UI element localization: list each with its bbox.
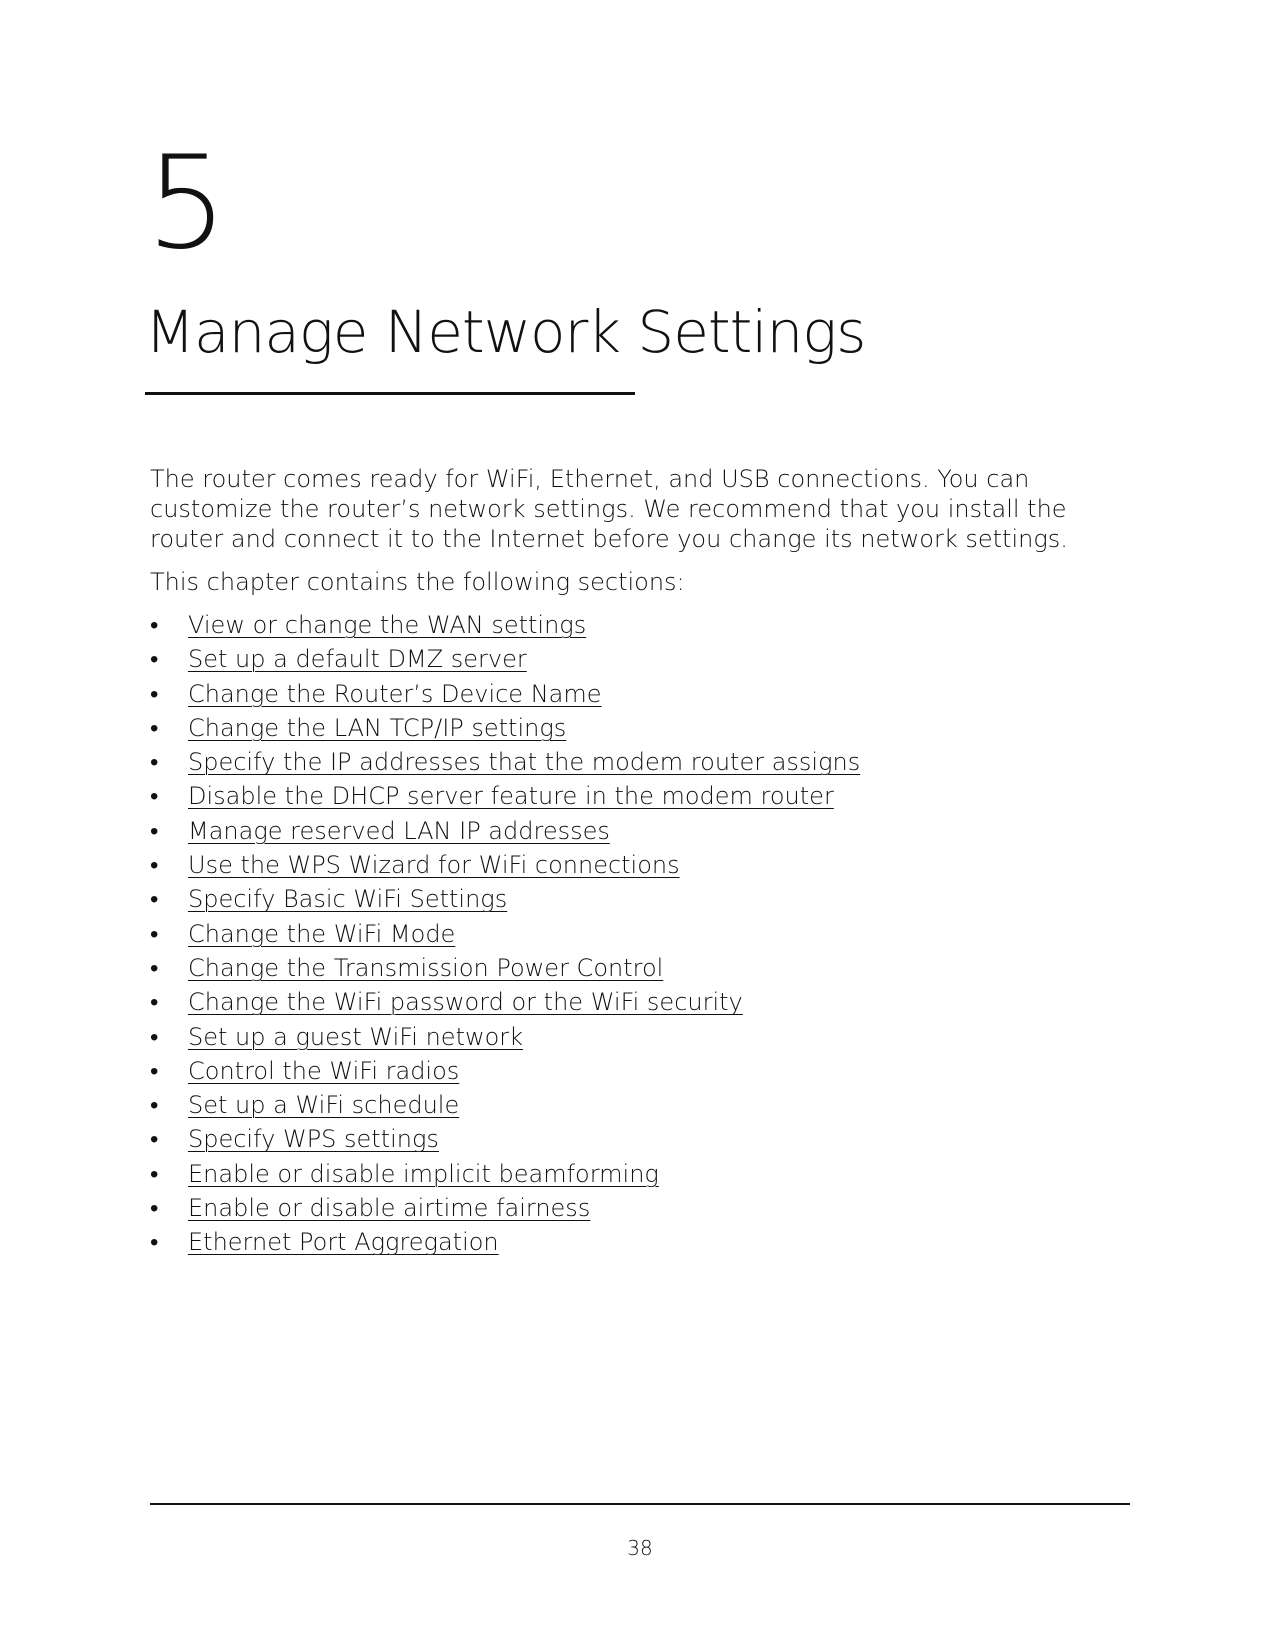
page-number: 38 bbox=[627, 1536, 653, 1560]
bullet-icon: • bbox=[150, 816, 159, 845]
bullet-icon: • bbox=[150, 988, 159, 1017]
section-link-disable-dhcp[interactable]: Disable the DHCP server feature in the modem router bbox=[188, 782, 834, 811]
section-link-guest-wifi[interactable]: Set up a guest WiFi network bbox=[188, 1022, 524, 1051]
bullet-icon: • bbox=[150, 851, 159, 880]
bullet-icon: • bbox=[150, 782, 159, 811]
section-list-item bbox=[150, 713, 860, 747]
section-list-item bbox=[150, 1124, 860, 1158]
section-list-item bbox=[150, 884, 860, 918]
footer-rule bbox=[150, 1503, 1130, 1505]
section-link-transmission-power[interactable]: Change the Transmission Power Control bbox=[188, 953, 664, 982]
section-link-airtime-fairness[interactable]: Enable or disable airtime fairness bbox=[188, 1194, 591, 1223]
section-link-wifi-password[interactable]: Change the WiFi password or the WiFi security bbox=[188, 988, 743, 1017]
bullet-icon: • bbox=[150, 919, 159, 948]
bullet-icon: • bbox=[150, 1056, 159, 1085]
section-link-port-aggregation[interactable]: Ethernet Port Aggregation bbox=[188, 1228, 499, 1257]
bullet-icon: • bbox=[150, 885, 159, 914]
section-link-lan-tcpip[interactable]: Change the LAN TCP/IP settings bbox=[188, 713, 567, 742]
section-list-item bbox=[150, 816, 860, 850]
section-list-item bbox=[150, 644, 860, 678]
bullet-icon: • bbox=[150, 1125, 159, 1154]
section-link-wan-settings[interactable]: View or change the WAN settings bbox=[188, 611, 587, 639]
bullet-icon: • bbox=[150, 679, 159, 708]
section-link-device-name[interactable]: Change the Router’s Device Name bbox=[188, 679, 602, 708]
section-list-item bbox=[150, 1056, 860, 1090]
bullet-icon: • bbox=[150, 713, 159, 742]
bullet-icon: • bbox=[150, 1228, 159, 1257]
section-link-wps-wizard[interactable]: Use the WPS Wizard for WiFi connections bbox=[188, 851, 680, 880]
section-link-ip-addresses[interactable]: Specify the IP addresses that the modem router assigns bbox=[188, 748, 861, 777]
bullet-icon: • bbox=[150, 1194, 159, 1223]
bullet-icon: • bbox=[150, 611, 159, 639]
intro-paragraph: The router comes ready for WiFi, Ethernet, and USB connections. You can customize the router’s network settings. We recommend that you install the router and connect it to the Internet before you change its network settings. bbox=[150, 465, 1068, 553]
section-link-list bbox=[150, 610, 860, 1262]
bullet-icon: • bbox=[150, 748, 159, 777]
section-list-item bbox=[150, 1193, 860, 1227]
section-list-item bbox=[150, 850, 860, 884]
section-link-wifi-radios[interactable]: Control the WiFi radios bbox=[188, 1056, 460, 1085]
section-list-item bbox=[150, 1090, 860, 1124]
section-list-item bbox=[150, 1159, 860, 1193]
section-list-item bbox=[150, 919, 860, 953]
section-link-reserved-ip[interactable]: Manage reserved LAN IP addresses bbox=[188, 816, 610, 845]
bullet-icon: • bbox=[150, 645, 159, 674]
section-list-item bbox=[150, 781, 860, 815]
section-list-item bbox=[150, 747, 860, 781]
bullet-icon: • bbox=[150, 1159, 159, 1188]
section-list-item bbox=[150, 610, 860, 644]
section-link-wifi-mode[interactable]: Change the WiFi Mode bbox=[188, 919, 456, 948]
section-list-item bbox=[150, 1022, 860, 1056]
section-link-basic-wifi[interactable]: Specify Basic WiFi Settings bbox=[188, 885, 508, 914]
chapter-title: Manage Network Settings bbox=[145, 298, 866, 366]
title-underline-rule bbox=[145, 392, 635, 395]
section-link-wps-settings[interactable]: Specify WPS settings bbox=[188, 1125, 439, 1154]
bullet-icon: • bbox=[150, 1091, 159, 1120]
sections-lead-text: This chapter contains the following sections: bbox=[150, 568, 685, 596]
section-link-beamforming[interactable]: Enable or disable implicit beamforming bbox=[188, 1159, 659, 1188]
bullet-icon: • bbox=[150, 1022, 159, 1051]
section-link-dmz-server[interactable]: Set up a default DMZ server bbox=[188, 645, 527, 674]
section-list-item bbox=[150, 953, 860, 987]
section-list-item bbox=[150, 1227, 860, 1261]
section-list-item bbox=[150, 987, 860, 1021]
section-list-item bbox=[150, 679, 860, 713]
section-link-wifi-schedule[interactable]: Set up a WiFi schedule bbox=[188, 1091, 460, 1120]
chapter-number: 5 bbox=[146, 129, 226, 278]
bullet-icon: • bbox=[150, 953, 159, 982]
